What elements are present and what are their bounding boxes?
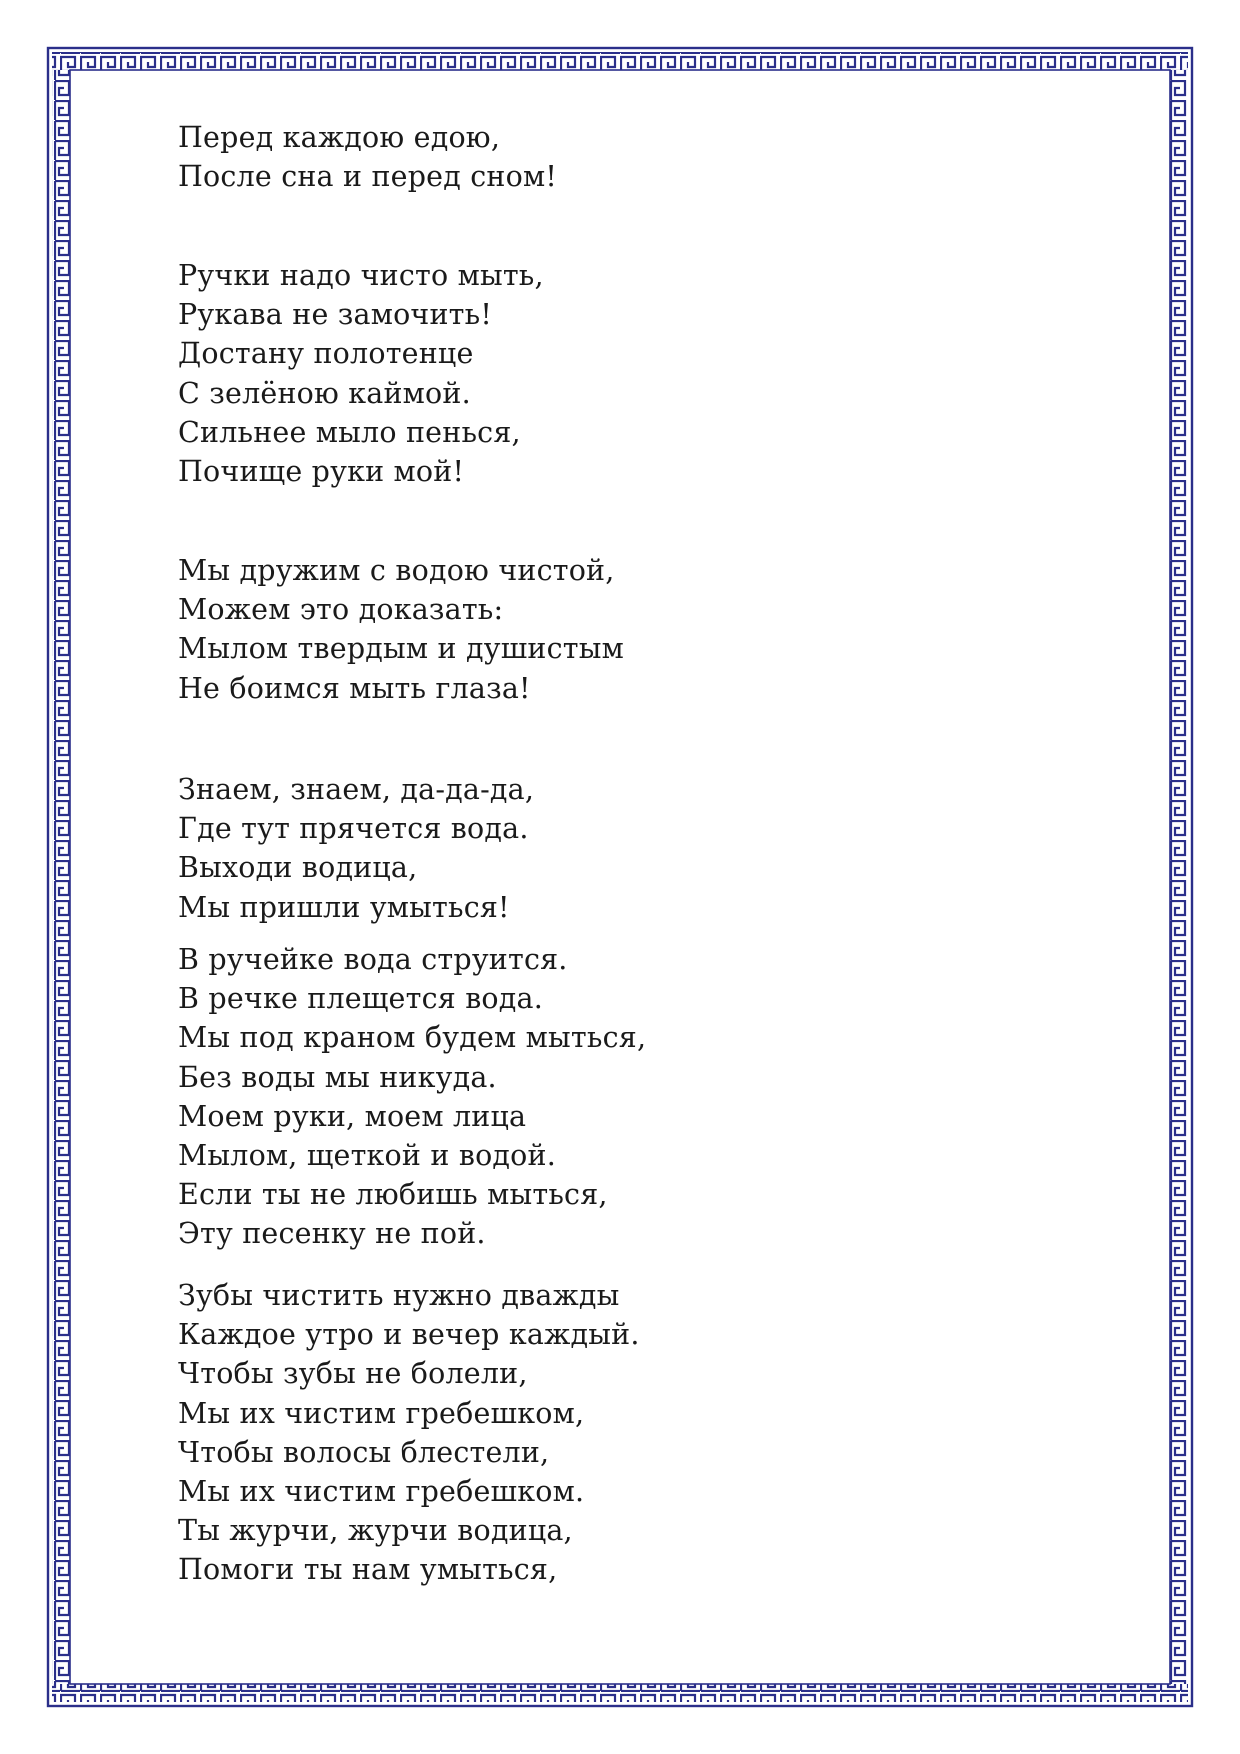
- border-bottom-band: [52, 1684, 1188, 1702]
- poem-line: Если ты не любишь мыться,: [178, 1178, 608, 1212]
- poem-line: Можем это доказать:: [178, 593, 504, 627]
- stanza-3: [178, 551, 624, 708]
- poem-line: Перед каждою едою,: [178, 121, 501, 154]
- border-top-band: [52, 52, 1188, 70]
- poem-line: Почище руки мой!: [178, 454, 465, 488]
- poem-line: После сна и перед сном!: [178, 160, 557, 194]
- poem-line: Ты журчи, журчи водица,: [178, 1514, 573, 1548]
- poem-line: Рукава не замочить!: [178, 298, 493, 332]
- stanza-2: [178, 256, 544, 491]
- poem-line: Сильнее мыло пенься,: [178, 415, 521, 449]
- poem-line: В ручейке вода струится.: [178, 943, 568, 976]
- border-left-band: [52, 70, 70, 1684]
- stanza-1: [178, 118, 557, 196]
- poem-line: Помоги ты нам умыться,: [178, 1553, 558, 1587]
- poem-line: Мылом, щеткой и водой.: [178, 1138, 556, 1172]
- poem-line: Чтобы волосы блестели,: [178, 1435, 550, 1469]
- stanza-4: [178, 770, 534, 927]
- poem-line: С зелёною каймой.: [178, 376, 471, 410]
- poem-line: Без воды мы никуда.: [178, 1060, 497, 1094]
- poem-line: Достану полотенце: [178, 337, 474, 371]
- poem-line: Где тут прячется вода.: [178, 812, 529, 846]
- border-right-band: [1170, 70, 1188, 1684]
- poem-line: Мылом твердым и душистым: [178, 632, 624, 666]
- poem-line: Чтобы зубы не болели,: [178, 1357, 528, 1391]
- poem-line: Мы их чистим гребешком,: [178, 1396, 585, 1430]
- poem-line: Моем руки, моем лица: [178, 1099, 527, 1133]
- poem-line: Мы дружим с водою чистой,: [178, 554, 615, 587]
- poem-line: Мы под краном будем мыться,: [178, 1021, 647, 1055]
- poem-line: Знаем, знаем, да-да-да,: [178, 773, 535, 806]
- poem-line: Мы их чистим гребешком.: [178, 1474, 585, 1508]
- poem-line: Зубы чистить нужно дважды: [178, 1279, 620, 1312]
- poem-line: В речке плещется вода.: [178, 982, 543, 1016]
- poem-line: Эту песенку не пой.: [178, 1217, 486, 1251]
- stanza-6: [178, 1276, 640, 1590]
- poem-line: Ручки надо чисто мыть,: [178, 259, 544, 292]
- poem-line: Каждое утро и вечер каждый.: [178, 1318, 640, 1352]
- poem-line: Мы пришли умыться!: [178, 890, 510, 924]
- stanza-5: [178, 940, 646, 1254]
- poem-line: Выходи водица,: [178, 851, 418, 885]
- poem-line: Не боимся мыть глаза!: [178, 671, 531, 705]
